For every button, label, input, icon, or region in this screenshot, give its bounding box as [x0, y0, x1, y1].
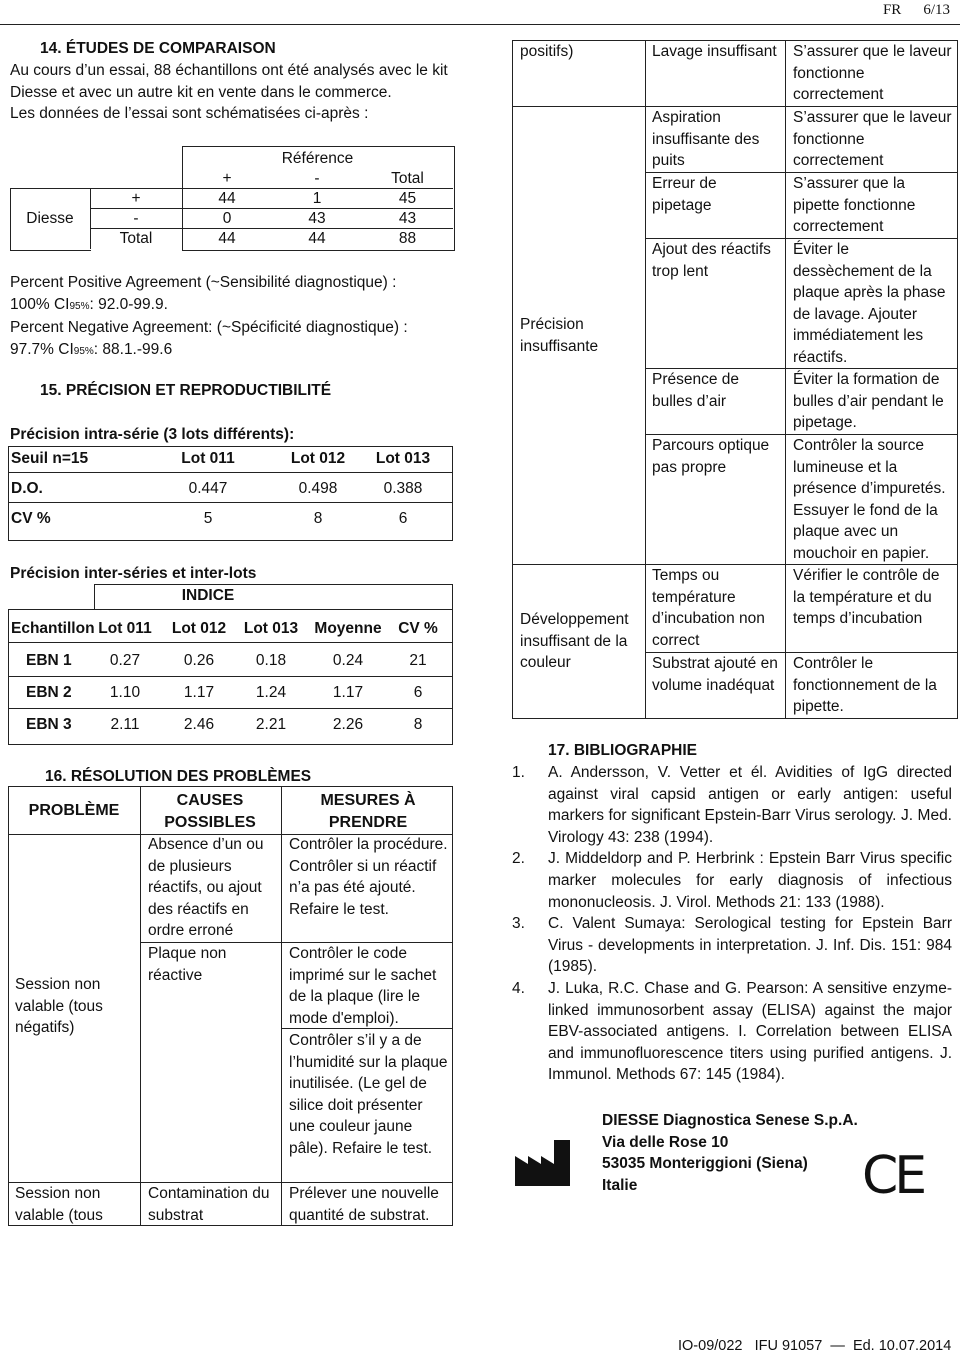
intra-table: Seuil n=15 Lot 011 Lot 012 Lot 013 D.O. 0.447 0.498 0.388 CV % 5 8 6	[8, 446, 453, 540]
footer: IO-09/022 IFU 91057 — Ed. 10.07.2014	[678, 1338, 952, 1354]
indice-label: INDICE	[181, 587, 235, 604]
ce-mark-icon: CE	[862, 1146, 924, 1206]
list-item: 4. J. Luka, R.C. Chase and G. Pearson: A sensitive enzyme-linked immunosorbent assay (ELISA) against the major EBV-associated antigens. I. Correlation between ELISA and immunofluorescence titers using purified antigens. J. Immunol. Methods 67: 145 (1984).	[512, 979, 952, 1084]
list-item: 2. J. Middeldorp and P. Herbrink : Epstein Barr Virus specific marker molecules for early diagnosis of infectious mononucleosis. J. Virol. Methods 21: 133 (1988).	[512, 850, 952, 911]
comparison-table: Référence + - Total Diesse + 44 1 45 - 0 43 43 Total 44 44 88	[10, 146, 455, 250]
section-15-title: 15. PRÉCISION ET REPRODUCTIBILITÉ	[40, 382, 332, 399]
list-item: 1. A. Andersson, V. Vetter et él. Avidities of IgG directed against viral capsid antigen or early antigen: useful markers for significant Epstein-Barr Virus serology. J. Med. Virology 43: 238 (1994).	[512, 764, 952, 846]
page-number: 6/13	[923, 2, 950, 18]
reference-label: Référence	[281, 150, 354, 167]
factory-icon	[515, 1140, 591, 1193]
measures-header: MESURES À PRENDRE	[320, 792, 416, 831]
bibliography-list	[512, 762, 952, 1086]
header-rule	[0, 24, 960, 25]
section-14-intro: Au cours d’un essai, 88 échantillons ont été analysés avec le kit Diesse et avec un autre kit en vente dans le commerce. Les données de l’essai sont schématisées ci-après :	[10, 62, 448, 123]
inter-title: Précision inter-séries et inter-lots	[10, 565, 257, 582]
language-code: FR	[882, 2, 902, 18]
inter-table: INDICE Echantillon Lot 011 Lot 012 Lot 013 Moyenne CV % EBN 1 0.27 0.26 0.18 0.24 21 EBN 2 1.10 1.17 1.24 1.17 6 EBN 3 2.11 2.46 2.21 2.26 8	[8, 584, 453, 744]
manufacturer-address: DIESSE Diagnostica Senese S.p.A. Via delle Rose 10 53035 Monteriggioni (Siena) Italie	[602, 1112, 858, 1194]
section-17-title: 17. BIBLIOGRAPHIE	[548, 742, 697, 759]
troubleshooting-table-left: PROBLÈME CAUSES POSSIBLES MESURES À PRENDRE Session non valable (tous négatifs) Absence d’un ou de plusieurs réactifs, ou ajout des réactifs en ordre erroné Contrôler la procédure. Contrôler si un réactif n’a pas été ajouté. Refaire le test. Plaque non réactive Contrôler le code imprimé sur le sachet de la plaque (lire le mode d'emploi). Contrôler s’il y a de l’humidité sur la plaque inutilisée. (Le gel de silice doit présenter une couleur jaune pâle). Refaire le test. Session non valable (tous Contamination du substrat Prélever une nouvelle quantité de substrat.	[8, 786, 453, 1226]
problem-header: PROBLÈME	[28, 802, 120, 819]
causes-header: CAUSES POSSIBLES	[164, 792, 256, 831]
page-header	[861, 0, 950, 22]
section-16-title: 16. RÉSOLUTION DES PROBLÈMES	[45, 768, 312, 785]
intra-title: Précision intra-série (3 lots différents):	[10, 426, 295, 443]
section-14-title: 14. ÉTUDES DE COMPARAISON	[40, 40, 276, 57]
troubleshooting-table-right: positifs) Lavage insuffisant S’assurer que le laveur fonctionne correctement Précision insuffisante Aspiration insuffisante des puits S’assurer que le laveur fonctionne correctement Erreur de pipetage S’assurer que la pipette fonctionne correctement Ajout des réactifs trop lent Éviter le dessèchement de la plaque après la phase de lavage. Ajouter immédiatement les réactifs. Présence de bulles d’air Éviter la formation de bulles d’air pendant le pipetage. Parcours optique pas propre Contrôler la source lumineuse et la présence d’impuretés. Essuyer le fond de la plaque avec un mouchoir en papier. Développement insuffisant de la couleur Temps ou température d’incubation non correct Vérifier le contrôle de la température et du temps d’incubation Substrat ajouté en volume inadéquat Contrôler le fonctionnement de la pipette.	[512, 40, 958, 718]
diesse-label: Diesse	[26, 210, 74, 227]
agreement-stats: Percent Positive Agreement (~Sensibilité diagnostique) : 100% CI95%: 92.0-99.9. Percent Negative Agreement: (~Spécificité diagnostique) : 97.7% CI95%: 88.1.-99.6	[10, 274, 408, 358]
list-item: 3. C. Valent Sumaya: Serological testing for Epstein Barr Virus - developments in interpretation. J. Inf. Dis. 151: 984 (1985).	[512, 915, 952, 976]
